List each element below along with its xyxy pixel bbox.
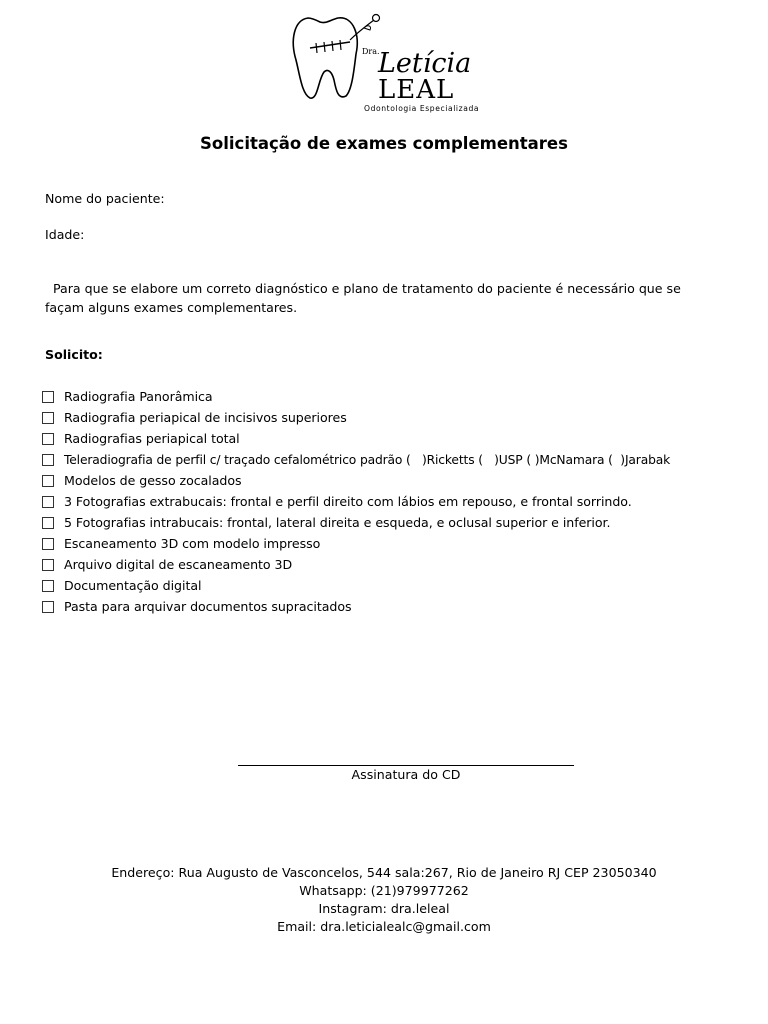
request-label: Solicito: [45,347,103,362]
exam-checkbox[interactable] [42,601,54,613]
contact-footer [0,864,768,936]
exam-checkbox[interactable] [42,517,54,529]
exam-checkbox[interactable] [42,538,54,550]
footer-address: Endereço: Rua Augusto de Vasconcelos, 544 sala:267, Rio de Janeiro RJ CEP 23050340 [111,865,657,880]
exam-item [42,428,670,449]
logo-prefix: Dra. [362,47,380,56]
exam-label: Radiografias periapical total [64,431,240,446]
exam-label: 3 Fotografias extrabucais: frontal e perfil direito com lábios em repouso, e frontal sorrindo. [64,494,632,509]
exam-item [42,533,670,554]
exam-checkbox[interactable] [42,580,54,592]
exam-checkbox[interactable] [42,433,54,445]
page-title: Solicitação de exames complementares [200,134,568,153]
logo-last-name: LEAL [378,75,455,105]
clinic-logo [290,10,500,114]
footer-instagram: Instagram: dra.leleal [318,901,450,916]
exam-checkbox[interactable] [42,496,54,508]
signature-line [238,765,574,766]
exam-label: Arquivo digital de escaneamento 3D [64,557,293,572]
exam-item [42,596,670,617]
exam-checkbox[interactable] [42,454,54,466]
patient-name-label: Nome do paciente: [45,191,165,206]
exam-item [42,554,670,575]
exam-label: Teleradiografia de perfil c/ traçado cefalométrico padrão ( )Ricketts ( )USP ( )McNamara ( )Jarabak [64,452,671,467]
intro-text: Para que se elabore um correto diagnóstico e plano de tratamento do paciente é necessário que se façam alguns exames complementares. [45,281,681,315]
exam-label: Radiografia periapical de incisivos superiores [64,410,347,425]
footer-email: Email: dra.leticialealc@gmail.com [277,919,491,934]
exam-label: Pasta para arquivar documentos supracitados [64,599,352,614]
exam-checkbox[interactable] [42,559,54,571]
exam-checkbox[interactable] [42,475,54,487]
intro-paragraph [45,279,695,317]
exam-label: Documentação digital [64,578,202,593]
exam-item [42,386,670,407]
exam-label: Radiografia Panorâmica [64,389,213,404]
exam-item [42,575,670,596]
exam-item [42,407,670,428]
exam-item [42,470,670,491]
exam-item [42,449,670,470]
exam-item [42,512,670,533]
exam-label: Modelos de gesso zocalados [64,473,242,488]
footer-whatsapp: Whatsapp: (21)979977262 [299,883,469,898]
exam-list [42,386,670,617]
exam-checkbox[interactable] [42,391,54,403]
exam-checkbox[interactable] [42,412,54,424]
exam-label: 5 Fotografias intrabucais: frontal, lateral direita e esqueda, e oclusal superior e inferior. [64,515,611,530]
tooth-logo-icon [290,10,500,114]
exam-label: Escaneamento 3D com modelo impresso [64,536,321,551]
logo-tagline: Odontologia Especializada [364,104,480,113]
age-label: Idade: [45,227,85,242]
logo-first-name: Letícia [378,48,472,79]
signature-label: Assinatura do CD [351,767,461,782]
exam-item [42,491,670,512]
